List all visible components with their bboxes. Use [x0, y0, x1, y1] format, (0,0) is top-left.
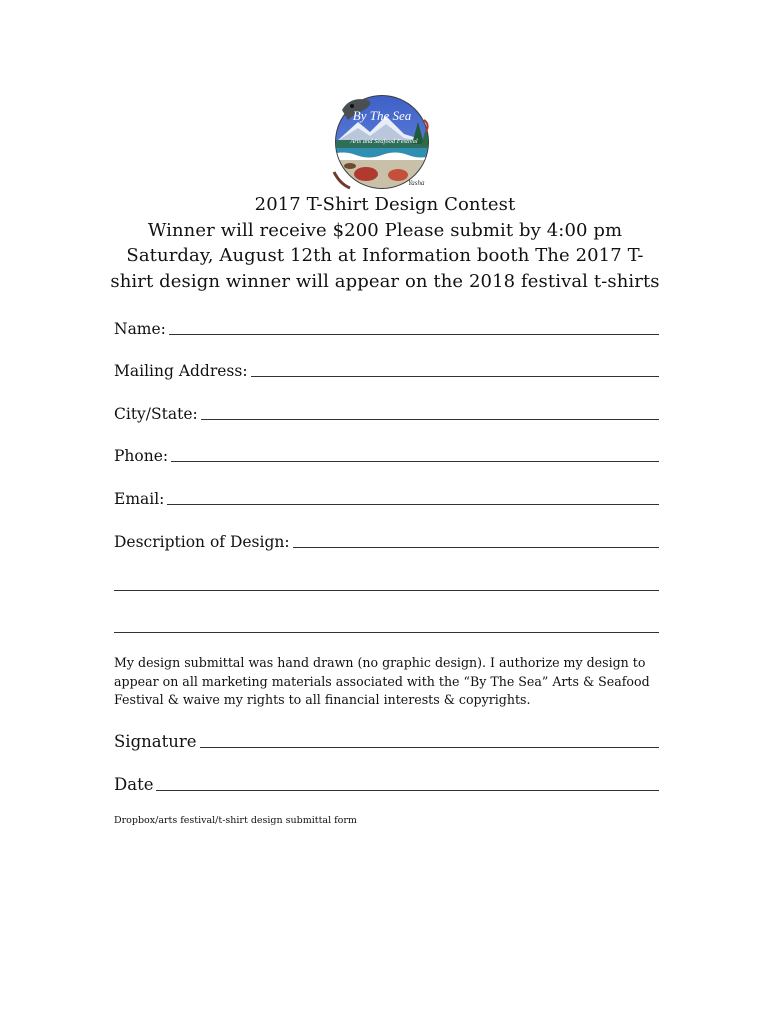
name-label: Name: [114, 320, 166, 338]
mailing-address-line[interactable] [251, 376, 659, 377]
heading-line-3: Saturday, August 12th at Information booth The 2017 T- [126, 245, 644, 266]
email-field[interactable] [114, 486, 659, 508]
email-label: Email: [114, 490, 165, 508]
name-field[interactable] [114, 316, 659, 338]
signature-line[interactable] [200, 747, 659, 748]
authorization-line-2: appear on all marketing materials associated with the “By The Sea” Arts & Seafood [114, 673, 650, 689]
phone-label: Phone: [114, 447, 169, 465]
email-line[interactable] [167, 504, 659, 505]
signature-field[interactable] [114, 729, 659, 751]
description-continuation-line-1[interactable] [114, 590, 659, 591]
design-description-field[interactable] [114, 529, 659, 551]
name-line[interactable] [169, 334, 659, 335]
logo-subtitle: Arts and Seafood Festival [350, 138, 418, 145]
heading-line-4: shirt design winner will appear on the 2018 festival t-shirts [110, 270, 660, 292]
heading-line-2: Winner will receive $200 Please submit by 4:00 pm [147, 219, 623, 241]
design-description-line[interactable] [293, 547, 659, 548]
mailing-address-label: Mailing Address: [114, 362, 248, 380]
file-path-footer: Dropbox/arts festival/t-shirt design submittal form [114, 815, 357, 826]
design-description-label: Description of Design: [114, 533, 290, 551]
date-label: Date [114, 775, 154, 794]
date-line[interactable] [156, 790, 659, 791]
phone-field[interactable] [114, 443, 659, 465]
authorization-line-1: My design submittal was hand drawn (no graphic design). I authorize my design to [114, 655, 646, 670]
description-continuation-line-2[interactable] [114, 632, 659, 633]
city-state-line[interactable] [201, 419, 659, 420]
mailing-address-field[interactable] [114, 358, 659, 380]
date-field[interactable] [114, 772, 659, 794]
heading-line-1: 2017 T-Shirt Design Contest [254, 194, 516, 215]
logo-artist-signature: Yasha [408, 179, 425, 187]
city-state-label: City/State: [114, 405, 198, 423]
authorization-statement [114, 654, 659, 710]
contest-heading [100, 192, 670, 294]
authorization-line-3: Festival & waive my rights to all financial interests & copyrights. [114, 692, 531, 707]
logo-title: By The Sea [352, 108, 412, 123]
city-state-field[interactable] [114, 401, 659, 423]
signature-label: Signature [114, 732, 197, 751]
phone-line[interactable] [171, 461, 659, 462]
